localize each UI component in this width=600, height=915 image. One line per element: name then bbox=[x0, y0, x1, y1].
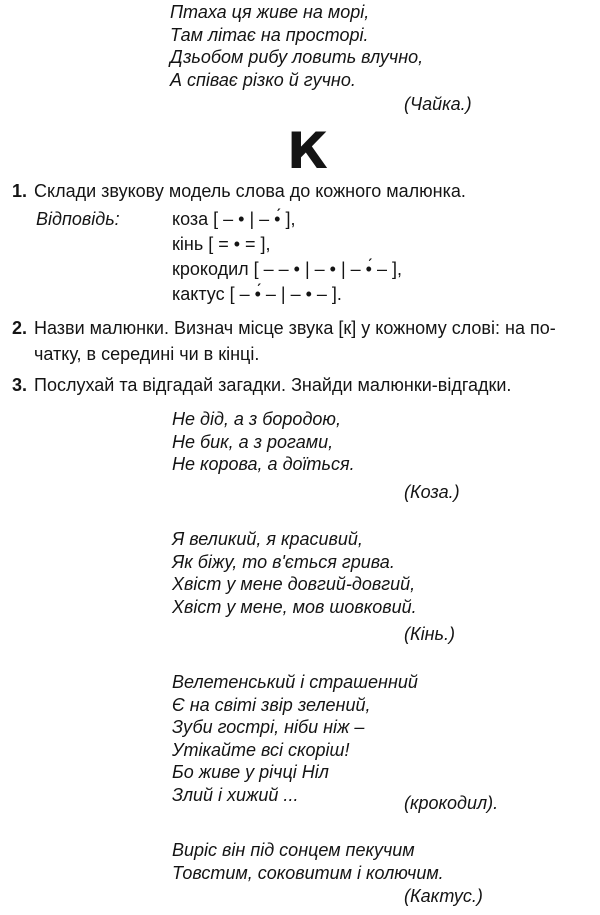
verse-line: Не дід, а з бородою, bbox=[172, 409, 341, 429]
task-text-continued: чатку, в середині чи в кінці. bbox=[34, 344, 260, 364]
verse-line: Зуби гострі, ніби ніж – bbox=[172, 717, 365, 737]
riddle-kin bbox=[172, 528, 417, 618]
task-number: 3. bbox=[12, 375, 28, 395]
section-letter: К bbox=[287, 122, 328, 180]
riddle-kaktus bbox=[172, 839, 444, 884]
verse-line: Дзьобом рибу ловить влучно, bbox=[170, 47, 424, 67]
riddle-answer: (Кінь.) bbox=[404, 624, 455, 644]
verse-line: Виріс він під сонцем пекучим bbox=[172, 840, 415, 860]
verse-line: Велетенський і страшенний bbox=[172, 672, 418, 692]
verse-line: Не бик, а з рогами, bbox=[172, 431, 334, 452]
answer-label: Відповідь: bbox=[36, 209, 120, 229]
sound-model-krokodyl: крокодил [ – – • | – • | – •́ – ], bbox=[172, 259, 402, 279]
task-3 bbox=[12, 372, 511, 398]
verse-line: Хвіст у мене довгий-довгий, bbox=[172, 574, 416, 594]
verse-line: Утікайте всі скоріш! bbox=[172, 739, 350, 760]
verse-line: Птаха ця живе на морі, bbox=[170, 2, 370, 22]
task-text: Склади звукову модель слова до кожного малюнка. bbox=[34, 181, 466, 201]
riddle-answer: (крокодил). bbox=[404, 793, 499, 813]
sound-model-list bbox=[172, 207, 402, 307]
sound-model-kin: кінь [ = • = ], bbox=[172, 234, 271, 254]
task-1 bbox=[12, 178, 466, 204]
sound-model-kaktus: кактус [ – •́ – | – • – ]. bbox=[172, 284, 342, 304]
verse-line: Є на світі звір зелений, bbox=[172, 694, 371, 715]
riddle-answer: (Чайка.) bbox=[404, 94, 472, 114]
riddle-krokodyl bbox=[172, 671, 418, 806]
verse-line: Там літає на просторі. bbox=[170, 24, 369, 45]
riddle-top bbox=[170, 1, 423, 91]
verse-line: Злий і хижий ... bbox=[172, 784, 299, 805]
verse-line: Хвіст у мене, мов шовковий. bbox=[172, 596, 417, 617]
verse-line: Не корова, а доїться. bbox=[172, 454, 355, 474]
verse-line: Я великий, я красивий, bbox=[172, 529, 363, 549]
verse-line: Як біжу, то в'ється грива. bbox=[172, 551, 395, 572]
task-number: 1. bbox=[12, 181, 28, 201]
task-text: Послухай та відгадай загадки. Знайди малюнки-відгадки. bbox=[34, 375, 512, 395]
verse-line: Бо живе у річці Ніл bbox=[172, 762, 329, 782]
verse-line: Товстим, соковитим і колючим. bbox=[172, 862, 444, 883]
riddle-answer: (Коза.) bbox=[404, 482, 460, 502]
sound-model-koza: коза [ – • | – •́ ], bbox=[172, 209, 296, 229]
verse-line: А співає різко й гучно. bbox=[170, 69, 356, 90]
riddle-answer: (Кактус.) bbox=[404, 886, 483, 906]
task-text: Назви малюнки. Визнач місце звука [к] у кожному слові: на по- bbox=[34, 318, 556, 338]
task-number: 2. bbox=[12, 318, 28, 338]
task-2 bbox=[12, 315, 556, 367]
riddle-koza bbox=[172, 408, 355, 476]
